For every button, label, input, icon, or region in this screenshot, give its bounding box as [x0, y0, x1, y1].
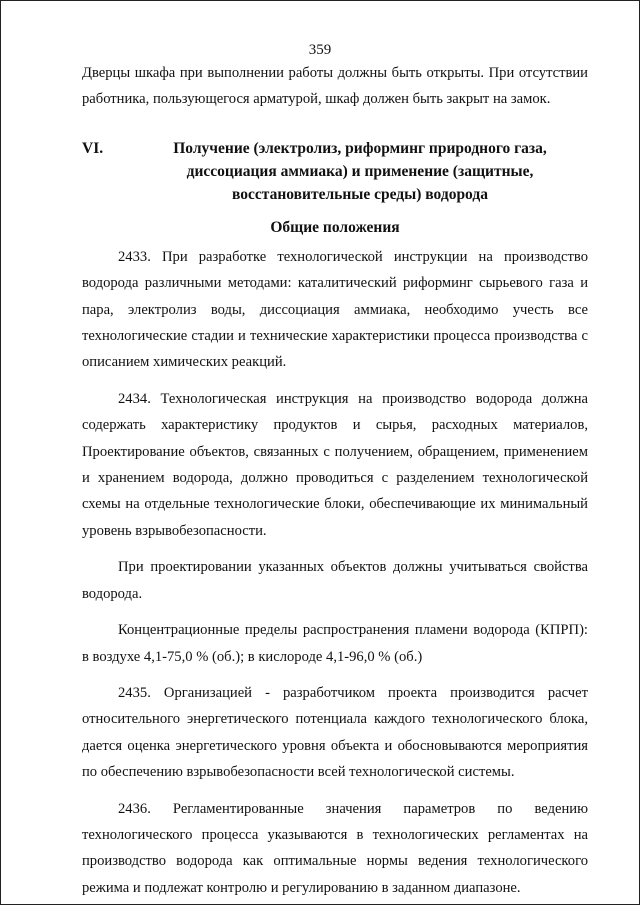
section-title: Получение (электролиз, риформинг природного газа, диссоциация аммиака) и применение (защитные, восстановительные среды) водорода — [173, 139, 547, 203]
paragraph-2433: 2433. При разработке технологической инструкции на производство водорода различными методами: каталитический риформинг сырьевого газа и пара, электролиз воды, диссоциация аммиака, необходимо учесть все технологические стадии и технические характеристики процесса производства с описанием химических реакций. — [82, 248, 588, 371]
document-body — [82, 60, 588, 901]
page-number: 359 — [308, 42, 332, 58]
section-heading — [82, 137, 588, 206]
intro-paragraph: Дверцы шкафа при выполнении работы должны быть открыты. При отсутствии работника, пользующегося арматурой, шкаф должен быть закрыт на замок. — [82, 65, 588, 108]
paragraph-2436: 2436. Регламентированные значения параметров по ведению технологического процесса указываются в технологических регламентах на производство водорода как оптимальные нормы ведения технологического режима и подлежат контролю и регулированию в заданном диапазоне. — [82, 800, 588, 896]
paragraph-flammability-limits: Концентрационные пределы распространения пламени водорода (КПРП): в воздухе 4,1-75,0 % (об.); в кислороде 4,1-96,0 % (об.) — [82, 622, 588, 665]
paragraph-2434: 2434. Технологическая инструкция на производство водорода должна содержать характеристику продуктов и сырья, расходных материалов, Проектирование объектов, связанных с получением, обращением, применением и хранением водорода, должно проводиться с разделением технологической схемы на отдельные технологические блоки, обеспечивающие их минимальный уровень взрывобезопасности. — [82, 390, 588, 539]
paragraph-properties: При проектировании указанных объектов должны учитываться свойства водорода. — [82, 559, 588, 602]
paragraph-2435: 2435. Организацией - разработчиком проекта производится расчет относительного энергетического потенциала каждого технологического блока, дается оценка энергетического уровня объекта и обосновываются мероприятия по обеспечению взрывобезопасности всей технологической системы. — [82, 684, 588, 781]
section-number: VI. — [82, 139, 104, 157]
subheading: Общие положения — [270, 218, 400, 236]
